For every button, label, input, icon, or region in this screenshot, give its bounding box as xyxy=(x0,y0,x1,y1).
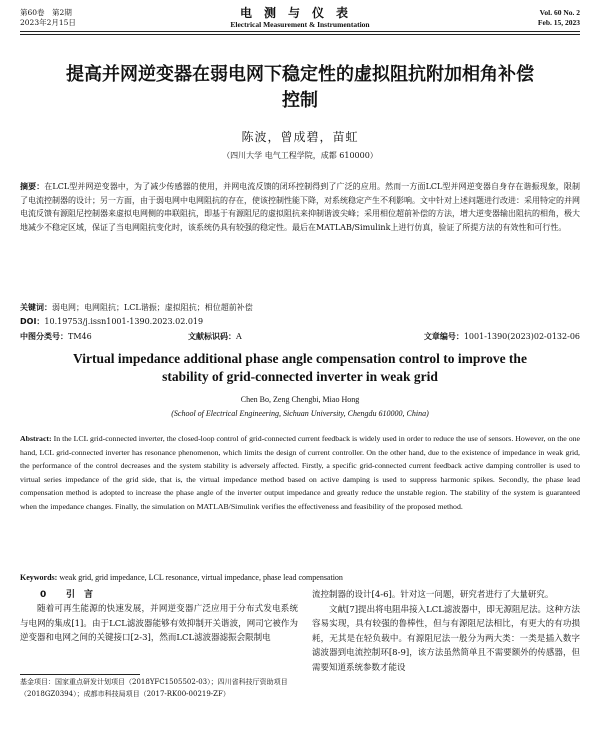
keywords-cn xyxy=(20,301,580,314)
section-heading xyxy=(20,588,298,602)
article-number xyxy=(424,331,580,343)
keywords-en-label: Keywords: xyxy=(20,573,58,582)
header-rule-thin xyxy=(20,34,580,35)
intro-paragraph-left: 随着可再生能源的快速发展，并网逆变器广泛应用于分布式发电系统与电网的集成[1]。由于LCL滤波器能够有效抑制开关谐波，网司它被作为逆变器和电网之间的关键接口[2-3]，然而LCL滤波器滤振会限制电 xyxy=(20,604,298,643)
clc-number xyxy=(20,331,92,343)
intro-paragraph-right-1: 流控制器的设计[4-6]。针对这一问题，研究者进行了大量研究。 xyxy=(312,590,554,600)
authors-cn: 陈波，曾成碧，苗虹 xyxy=(241,130,359,144)
abstract-cn xyxy=(20,180,580,234)
clc-label: 中图分类号： xyxy=(20,332,68,341)
abstract-en xyxy=(20,432,580,513)
date-en: Feb. 15, 2023 xyxy=(537,18,580,27)
article-value: 1001-1390(2023)02-0132-06 xyxy=(463,332,580,341)
section-number: 0 xyxy=(40,590,47,600)
header-center xyxy=(0,6,600,30)
affiliation-en: (School of Electrical Engineering, Sichuan University, Chengdu 610000, China) xyxy=(171,409,429,418)
title-en: Virtual impedance additional phase angle compensation control to improve the stability of grid-connected inverter in weak grid xyxy=(73,351,527,384)
journal-name-cn: 电测与仪表 xyxy=(239,6,360,20)
authors-en: Chen Bo, Zeng Chengbi, Miao Hong xyxy=(240,395,360,404)
clc-value: TM46 xyxy=(68,332,92,341)
doi-label: DOI： xyxy=(20,317,45,326)
keywords-en xyxy=(20,572,580,584)
doc-label: 文献标识码： xyxy=(188,332,236,341)
doi xyxy=(20,315,580,328)
doc-code xyxy=(188,331,242,343)
journal-name-en: Electrical Measurement & Instrumentation xyxy=(230,20,370,29)
affiliation-cn: （四川大学 电气工程学院，成都 610000） xyxy=(222,151,378,160)
header-rule xyxy=(20,31,580,32)
intro-paragraph-right-2: 文献[7]提出将电阻串接入LCL滤波器中，即无源阻尼法。这种方法容易实现，具有较强的鲁棒性，但与有源阻尼法相比，有更大的有功损耗，无其是在轻负载中。有源阻尼法一般分为两大类：一类是插入数字滤波器到电流控制环[8-9]，该方法虽然简单且不需要额外的传感器，但需要知道系统参数才能设 xyxy=(312,604,580,673)
abstract-cn-text: 在LCL型并网逆变器中，为了减少传感器的使用，并网电流反馈的闭环控制得到了广泛的应用。然而一方面LCL型并网逆变器自身存在谐振现象，限制了电流控制器的设计；另一方面，由于弱电网中电网阻抗的存在，使该控制性能下降，对系统稳定产生不利影响。文中针对上述问题进行改进：采用特定的并网电流反馈有源阻尼控制器来虚拟电网侧的串联阻抗，即基于有源阻尼的虚拟阻抗来抑制谐波尖峰；采用相位超前补偿的方法，增大逆变器输出阻抗的相角，极大地减少不稳定区域，保证了当电网阻抗变化时，该系统仍具有较强的稳定性。最后在MATLAB/Simulink上进行仿真，验证了所提方法的有效性和可行性。 xyxy=(20,182,580,232)
body-column-right xyxy=(312,588,580,675)
section-title: 引 言 xyxy=(66,590,94,600)
doc-value: A xyxy=(236,332,242,341)
body-column-left xyxy=(20,588,298,646)
volume-cn: 第60卷 第2期 xyxy=(20,8,72,17)
title-cn: 提高并网逆变器在弱电网下稳定性的虚拟阻抗附加相角补偿控制 xyxy=(66,64,534,111)
footnote-rule xyxy=(20,674,140,675)
abstract-en-text: In the LCL grid-connected inverter, the closed-loop control of grid-connected current feedback is widely used in order to reduce the use of sensors. However, on the one hand, LCL grid-connected inverter has resonance phenomenon, which limits the design of current controller. On the other hand, due to the existence of impedance in weak grid, the performance of the control decreases and the system stability is adversely affected. Firstly, a specific grid-connected current feedback active damping controller is used to virtual series impedance of the grid side, that is, the virtual impedance method based on active damping is used to suppress harmonic spikes. Secondly, the phase lead compensation method is adopted to increase the phase angle of the inverter output impedance and greatly reduce the unstable region. The stability of the system is guaranteed when the impedance changes. Finally, the simulation on MATLAB/Simulink verifies the effectiveness and feasibility of the proposed method. xyxy=(20,434,581,511)
article-label: 文章编号： xyxy=(423,332,464,341)
volume-en: Vol. 60 No. 2 xyxy=(539,8,580,17)
abstract-cn-label: 摘要： xyxy=(20,182,45,191)
keywords-cn-label: 关键词： xyxy=(20,303,52,312)
keywords-en-text: weak grid, grid impedance, LCL resonance, virtual impedance, phase lead compensation xyxy=(59,573,343,582)
keywords-cn-text: 弱电网；电网阻抗；LCL谐振；虚拟阻抗；相位超前补偿 xyxy=(52,303,253,312)
date-cn: 2023年2月15日 xyxy=(20,18,76,27)
funding-footnote: 基金项目：国家重点研发计划项目（2018YFC1505502-03）；四川省科技厅资助项目（2018GZ0394）；成都市科技局项目（2017-RK00-00219-ZF） xyxy=(20,678,288,698)
header-right xyxy=(538,8,580,28)
doi-text: 10.19753/j.issn1001-1390.2023.02.019 xyxy=(44,317,204,326)
abstract-en-label: Abstract: xyxy=(20,434,52,443)
